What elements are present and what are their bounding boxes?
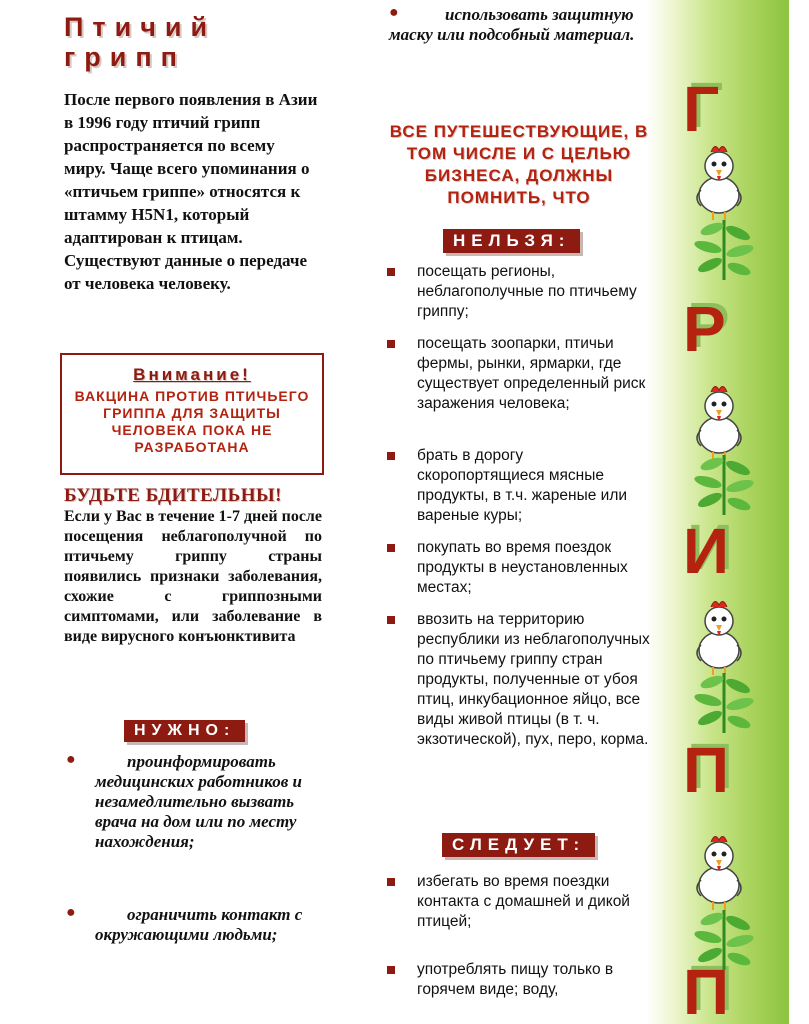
plant-icon xyxy=(684,668,764,733)
need-label: НУЖНО: xyxy=(124,720,245,742)
side-letter: И xyxy=(683,515,729,587)
vigilance-heading: БУДЬТЕ БДИТЕЛЬНЫ! xyxy=(64,485,282,506)
should-label: СЛЕДУЕТ: xyxy=(442,833,595,857)
bullet-icon xyxy=(387,544,395,552)
plant-icon xyxy=(684,905,764,970)
bullet-icon xyxy=(387,452,395,460)
hen-icon xyxy=(689,595,749,675)
need-item-text: использовать защитную маску или подсобный материал. xyxy=(389,5,635,44)
side-letter: Г xyxy=(683,73,720,145)
hen-icon xyxy=(689,830,749,910)
forbidden-item: брать в дорогу скоропортящиеся мясные продукты, в т.ч. жареные или вареные куры; xyxy=(384,446,654,526)
left-column xyxy=(64,0,324,295)
side-letter: П xyxy=(683,956,729,1024)
bullet-icon xyxy=(387,340,395,348)
forbidden-item: посещать регионы, неблагополучные по птичьему гриппу; xyxy=(384,262,654,322)
bullet-icon: ● xyxy=(66,751,76,768)
bullet-icon xyxy=(387,966,395,974)
forbidden-list-4 xyxy=(384,538,654,598)
bullet-icon xyxy=(387,878,395,886)
leaflet-page xyxy=(19,0,789,1024)
warning-box xyxy=(60,353,324,475)
vigilance-text: Если у Вас в течение 1-7 дней после посещения неблагополучной по птичьему гриппу страны появились признаки заболевания, схожие с гриппозными симптомами, или заболевание в виде вирусного конъюнктивита xyxy=(64,508,322,645)
intro-text: После первого появления в Азии в 1996 году птичий грипп распространяется по всему миру. Чаще всего упоминания о «птичьем гриппе» относятся к штамму H5N1, который адаптирован к птицам. Существуют данные о передаче от человека человеку. xyxy=(64,90,318,293)
hen-icon xyxy=(689,380,749,460)
vigilance-section xyxy=(64,485,322,647)
plant-icon xyxy=(684,450,764,515)
need-item-text: ограничить контакт с окружающими людьми; xyxy=(95,905,303,944)
side-letter: Р xyxy=(683,293,726,365)
hen-icon xyxy=(689,140,749,220)
plant-icon xyxy=(684,215,764,280)
forbidden-list-3 xyxy=(384,446,654,526)
should-item: употреблять пищу только в горячем виде; воду, xyxy=(384,960,654,1000)
need-item-2 xyxy=(64,905,329,945)
bullet-icon xyxy=(387,616,395,624)
forbidden-label: НЕЛЬЗЯ: xyxy=(443,229,580,253)
warning-heading: Внимание! xyxy=(133,365,251,384)
need-item-text: проинформировать медицинских работников и незамедлительно вызвать врача на дом или по месту нахождения; xyxy=(95,752,303,851)
bullet-icon xyxy=(387,268,395,276)
forbidden-list-5 xyxy=(384,610,654,750)
should-item: избегать во время поездки контакта с домашней и дикой птицей; xyxy=(384,872,654,932)
forbidden-list-2 xyxy=(384,334,654,414)
bullet-icon: ● xyxy=(389,4,399,21)
should-list xyxy=(384,872,654,932)
need-item-3 xyxy=(389,5,659,45)
bullet-icon: ● xyxy=(66,904,76,921)
forbidden-item: посещать зоопарки, птичьи фермы, рынки, ярмарки, где существует определенный риск заражения человека; xyxy=(384,334,654,414)
page-title: Птичий грипп xyxy=(64,12,217,72)
warning-text: ВАКЦИНА ПРОТИВ ПТИЧЬЕГО ГРИППА ДЛЯ ЗАЩИТЫ ЧЕЛОВЕКА ПОКА НЕ РАЗРАБОТАНА xyxy=(74,388,310,455)
forbidden-item: покупать во время поездок продукты в неустановленных местах; xyxy=(384,538,654,598)
should-list-2 xyxy=(384,960,654,1000)
need-item-1 xyxy=(64,752,329,852)
forbidden-list xyxy=(384,262,654,322)
side-letter: П xyxy=(683,734,729,806)
travel-heading: ВСЕ ПУТЕШЕСТВУЮЩИЕ, В ТОМ ЧИСЛЕ И С ЦЕЛЬЮ БИЗНЕСА, ДОЛЖНЫ ПОМНИТЬ, ЧТО xyxy=(389,122,649,207)
forbidden-item: ввозить на территорию республики из неблагополучных по птичьему гриппу стран продукты, полученные от убоя птиц, инкубационное яйцо, все виды живой птицы (в т. ч. экзотической), пух, перо, корма. xyxy=(384,610,654,750)
